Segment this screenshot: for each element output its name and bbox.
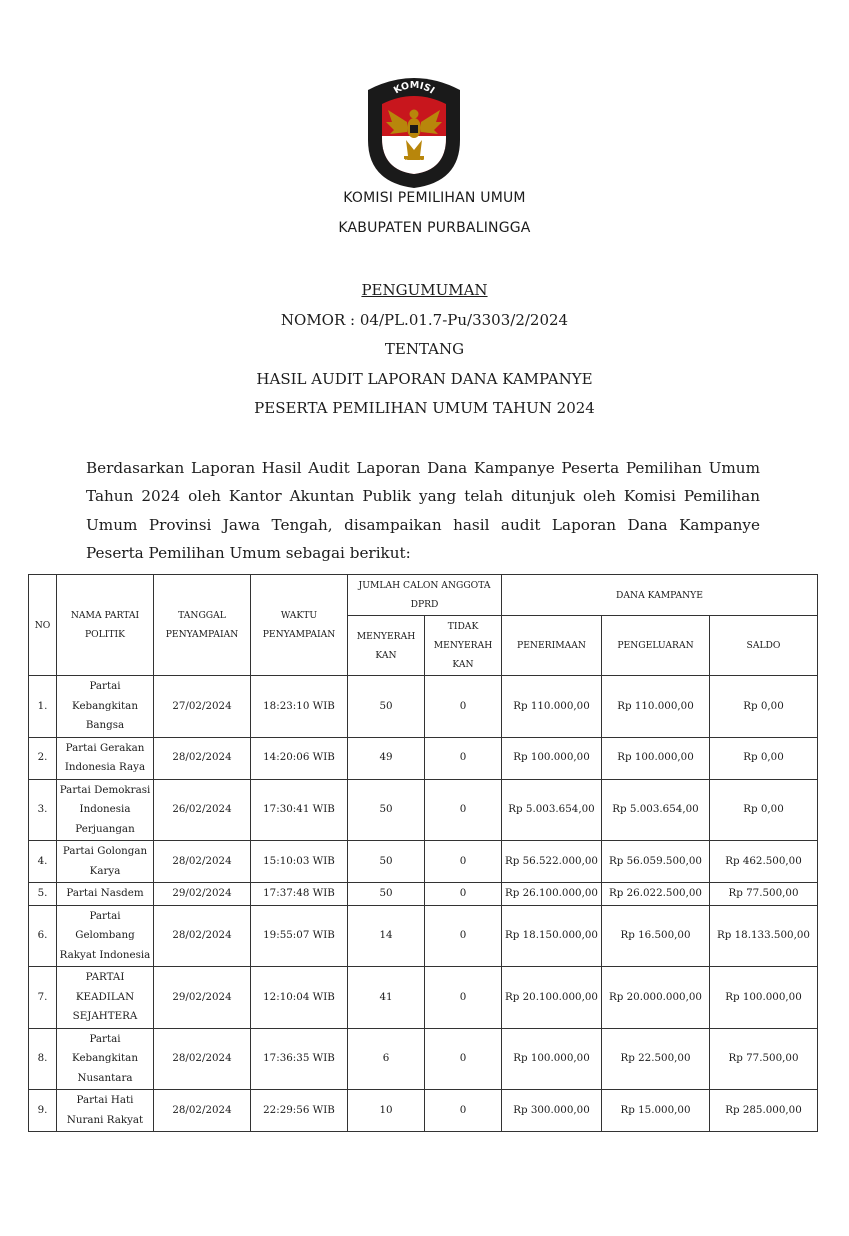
cell-not-submitted: 0 — [425, 676, 502, 738]
cell-expense: Rp 100.000,00 — [602, 737, 710, 779]
cell-submitted: 41 — [348, 967, 425, 1029]
cell-submitted: 50 — [348, 841, 425, 883]
cell-balance: Rp 77.500,00 — [710, 883, 818, 906]
logo-top-text: KOMISI — [391, 79, 437, 97]
cell-no: 8. — [29, 1028, 57, 1090]
cell-income: Rp 110.000,00 — [502, 676, 602, 738]
cell-no: 4. — [29, 841, 57, 883]
cell-balance: Rp 285.000,00 — [710, 1090, 818, 1132]
cell-income: Rp 300.000,00 — [502, 1090, 602, 1132]
cell-no: 9. — [29, 1090, 57, 1132]
header-funds: DANA KAMPANYE — [502, 575, 818, 616]
cell-expense: Rp 5.003.654,00 — [602, 779, 710, 841]
cell-not-submitted: 0 — [425, 905, 502, 967]
announcement-subject-line1: HASIL AUDIT LAPORAN DANA KAMPANYE — [256, 370, 593, 388]
cell-party: Partai Gelombang Rakyat Indonesia — [57, 905, 154, 967]
org-region: KABUPATEN PURBALINGGA — [338, 220, 531, 236]
cell-date: 29/02/2024 — [154, 967, 251, 1029]
logo-bottom-text: PEMILIHAN UMUM — [380, 143, 448, 169]
cell-expense: Rp 15.000,00 — [602, 1090, 710, 1132]
intro-paragraph: Berdasarkan Laporan Hasil Audit Laporan Dana Kampanye Peserta Pemilihan Umum Tahun 2024 oleh Kantor Akuntan Publik yang telah ditunjuk oleh Komisi Pemilihan Umum Provinsi Jawa Tengah, disampaikan hasil audit Laporan Dana Kampanye Peserta Pemilihan Umum sebagai berikut: — [86, 459, 760, 562]
cell-date: 26/02/2024 — [154, 779, 251, 841]
cell-balance: Rp 100.000,00 — [710, 967, 818, 1029]
cell-income: Rp 56.522.000,00 — [502, 841, 602, 883]
cell-income: Rp 100.000,00 — [502, 737, 602, 779]
announcement-number: NOMOR : 04/PL.01.7-Pu/3303/2/2024 — [280, 311, 569, 329]
cell-balance: Rp 0,00 — [710, 676, 818, 738]
cell-not-submitted: 0 — [425, 1028, 502, 1090]
cell-expense: Rp 20.000.000,00 — [602, 967, 710, 1029]
audit-table — [28, 574, 818, 1132]
cell-submitted: 6 — [348, 1028, 425, 1090]
table-row — [29, 779, 818, 841]
header-not-submitted: TIDAK MENYERAH KAN — [425, 616, 502, 676]
cell-income: Rp 5.003.654,00 — [502, 779, 602, 841]
cell-time: 17:37:48 WIB — [251, 883, 348, 906]
kpu-logo — [360, 70, 468, 190]
cell-party: PARTAI KEADILAN SEJAHTERA — [57, 967, 154, 1029]
header-income: PENERIMAAN — [502, 616, 602, 676]
announcement-subject-line2: PESERTA PEMILIHAN UMUM TAHUN 2024 — [254, 399, 595, 417]
header-date: TANGGAL PENYAMPAIAN — [154, 575, 251, 676]
cell-submitted: 49 — [348, 737, 425, 779]
cell-expense: Rp 110.000,00 — [602, 676, 710, 738]
cell-party: Partai Gerakan Indonesia Raya — [57, 737, 154, 779]
table-row — [29, 967, 818, 1029]
cell-date: 28/02/2024 — [154, 841, 251, 883]
cell-submitted: 50 — [348, 883, 425, 906]
cell-date: 27/02/2024 — [154, 676, 251, 738]
cell-not-submitted: 0 — [425, 1090, 502, 1132]
cell-time: 22:29:56 WIB — [251, 1090, 348, 1132]
cell-expense: Rp 16.500,00 — [602, 905, 710, 967]
cell-time: 17:30:41 WIB — [251, 779, 348, 841]
cell-party: Partai Demokrasi Indonesia Perjuangan — [57, 779, 154, 841]
cell-date: 28/02/2024 — [154, 1028, 251, 1090]
cell-no: 6. — [29, 905, 57, 967]
cell-not-submitted: 0 — [425, 737, 502, 779]
table-row — [29, 905, 818, 967]
cell-balance: Rp 0,00 — [710, 779, 818, 841]
announcement-heading: PENGUMUMAN — [361, 281, 488, 299]
cell-no: 5. — [29, 883, 57, 906]
table-row — [29, 883, 818, 906]
cell-time: 17:36:35 WIB — [251, 1028, 348, 1090]
cell-date: 28/02/2024 — [154, 1090, 251, 1132]
header-submitted: MENYERAH KAN — [348, 616, 425, 676]
cell-expense: Rp 22.500,00 — [602, 1028, 710, 1090]
cell-expense: Rp 56.059.500,00 — [602, 841, 710, 883]
cell-time: 18:23:10 WIB — [251, 676, 348, 738]
cell-time: 19:55:07 WIB — [251, 905, 348, 967]
cell-no: 7. — [29, 967, 57, 1029]
cell-expense: Rp 26.022.500,00 — [602, 883, 710, 906]
header-time: WAKTU PENYAMPAIAN — [251, 575, 348, 676]
org-name: KOMISI PEMILIHAN UMUM — [343, 190, 526, 206]
cell-income: Rp 20.100.000,00 — [502, 967, 602, 1029]
cell-date: 28/02/2024 — [154, 905, 251, 967]
cell-submitted: 50 — [348, 676, 425, 738]
cell-no: 2. — [29, 737, 57, 779]
cell-not-submitted: 0 — [425, 967, 502, 1029]
cell-balance: Rp 0,00 — [710, 737, 818, 779]
announcement-about: TENTANG — [384, 340, 465, 358]
cell-party: Partai Kebangkitan Bangsa — [57, 676, 154, 738]
cell-income: Rp 18.150.000,00 — [502, 905, 602, 967]
cell-party: Partai Nasdem — [57, 883, 154, 906]
audit-table-body — [29, 676, 818, 1132]
table-row — [29, 841, 818, 883]
cell-submitted: 14 — [348, 905, 425, 967]
cell-income: Rp 100.000,00 — [502, 1028, 602, 1090]
header-no: NO — [29, 575, 57, 676]
cell-not-submitted: 0 — [425, 779, 502, 841]
cell-no: 3. — [29, 779, 57, 841]
header-expense: PENGELUARAN — [602, 616, 710, 676]
header-party: NAMA PARTAI POLITIK — [57, 575, 154, 676]
cell-date: 28/02/2024 — [154, 737, 251, 779]
cell-balance: Rp 462.500,00 — [710, 841, 818, 883]
cell-party: Partai Hati Nurani Rakyat — [57, 1090, 154, 1132]
header-balance: SALDO — [710, 616, 818, 676]
cell-submitted: 50 — [348, 779, 425, 841]
table-row — [29, 737, 818, 779]
cell-not-submitted: 0 — [425, 883, 502, 906]
cell-balance: Rp 77.500,00 — [710, 1028, 818, 1090]
table-row — [29, 1028, 818, 1090]
table-row — [29, 676, 818, 738]
cell-party: Partai Kebangkitan Nusantara — [57, 1028, 154, 1090]
header-candidates: JUMLAH CALON ANGGOTA DPRD — [348, 575, 502, 616]
table-row — [29, 1090, 818, 1132]
cell-party: Partai Golongan Karya — [57, 841, 154, 883]
cell-time: 14:20:06 WIB — [251, 737, 348, 779]
cell-income: Rp 26.100.000,00 — [502, 883, 602, 906]
cell-balance: Rp 18.133.500,00 — [710, 905, 818, 967]
kpu-garuda-logo-icon — [360, 70, 468, 190]
cell-time: 12:10:04 WIB — [251, 967, 348, 1029]
cell-no: 1. — [29, 676, 57, 738]
cell-time: 15:10:03 WIB — [251, 841, 348, 883]
cell-submitted: 10 — [348, 1090, 425, 1132]
cell-date: 29/02/2024 — [154, 883, 251, 906]
cell-not-submitted: 0 — [425, 841, 502, 883]
